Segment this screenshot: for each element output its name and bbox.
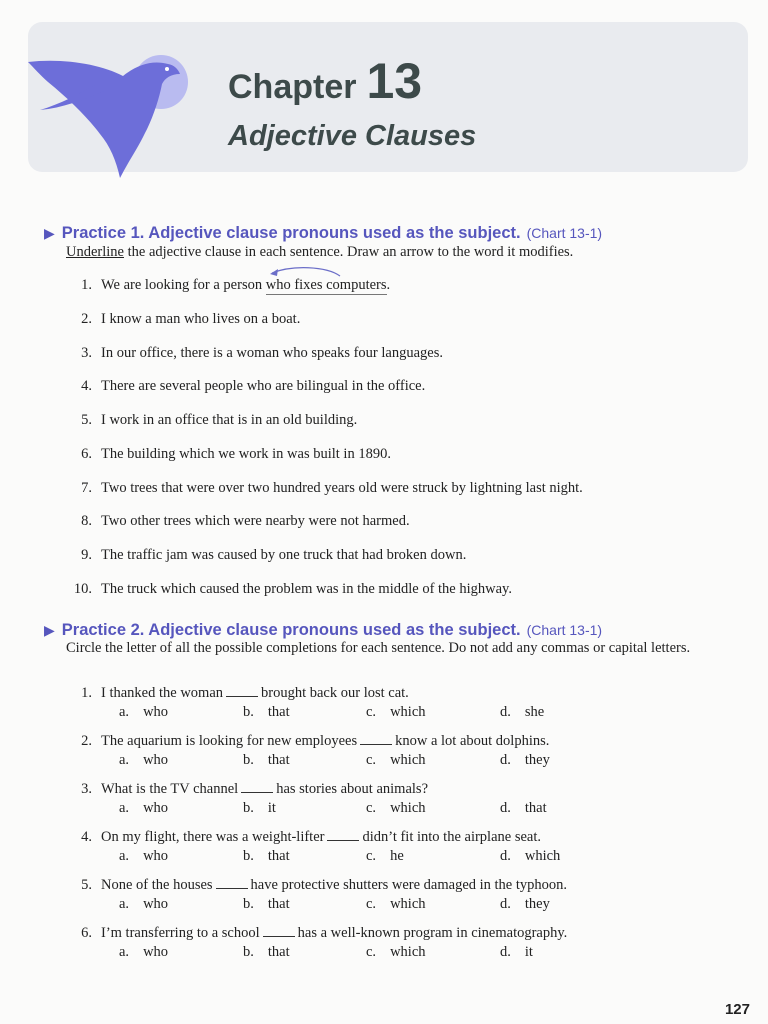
answer-blank[interactable] bbox=[241, 782, 273, 793]
page-number: 127 bbox=[724, 1001, 750, 1018]
answer-option[interactable]: d. it bbox=[500, 944, 533, 960]
answer-option[interactable]: a. who bbox=[119, 848, 169, 864]
chapter-title bbox=[228, 52, 422, 110]
chapter-number: 13 bbox=[366, 53, 423, 109]
practice1-item: 6. The building which we work in was built in 1890. bbox=[81, 445, 391, 462]
answer-option[interactable]: d. they bbox=[500, 752, 550, 768]
answer-option[interactable]: c. which bbox=[366, 896, 426, 912]
answer-option[interactable]: a. who bbox=[119, 752, 169, 768]
practice2-heading: ▶ Practice 2. Adjective clause pronouns used as the subject. (Chart 13-1) bbox=[44, 621, 603, 639]
answer-blank[interactable] bbox=[360, 734, 392, 745]
chapter-subtitle: Adjective Clauses bbox=[228, 120, 477, 152]
practice1-item: 3. In our office, there is a woman who speaks four languages. bbox=[81, 344, 443, 361]
answer-option[interactable]: c. which bbox=[366, 752, 426, 768]
triangle-bullet-icon: ▶ bbox=[44, 225, 55, 241]
practice1-item: 7. Two trees that were over two hundred years old were struck by lightning last night. bbox=[81, 479, 583, 496]
practice2-item: 4. On my flight, there was a weight-lifter didn’t fit into the airplane seat. a. who b. that c. he d. which bbox=[81, 829, 561, 864]
chapter-banner bbox=[28, 22, 748, 172]
answer-option[interactable]: b. it bbox=[243, 800, 276, 816]
practice1-item: 1. We are looking for a person who fixes computers. bbox=[81, 277, 391, 293]
practice1-item: 10. The truck which caused the problem was in the middle of the highway. bbox=[73, 580, 512, 597]
triangle-bullet-icon: ▶ bbox=[44, 622, 55, 638]
answer-blank[interactable] bbox=[226, 686, 258, 697]
answer-option[interactable]: b. that bbox=[243, 944, 290, 960]
practice1-heading: ▶ Practice 1. Adjective clause pronouns used as the subject. (Chart 13-1) bbox=[44, 224, 603, 242]
answer-option[interactable]: c. he bbox=[366, 848, 404, 864]
practice2-instructions: Circle the letter of all the possible completions for each sentence. Do not add any commas or capital letters. bbox=[66, 640, 691, 656]
answer-blank[interactable] bbox=[216, 878, 248, 889]
answer-option[interactable]: b. that bbox=[243, 848, 290, 864]
swallow-bird-icon bbox=[28, 50, 213, 180]
answer-option[interactable]: c. which bbox=[366, 704, 426, 720]
answer-option[interactable]: c. which bbox=[366, 800, 426, 816]
practice1-instructions: Underline the adjective clause in each sentence. Draw an arrow to the word it modifies. bbox=[66, 244, 574, 260]
answer-option[interactable]: b. that bbox=[243, 704, 290, 720]
answer-option[interactable]: d. they bbox=[500, 896, 550, 912]
practice1-item: 9. The traffic jam was caused by one truck that had broken down. bbox=[81, 546, 467, 563]
answer-option[interactable]: c. which bbox=[366, 944, 426, 960]
answer-option[interactable]: d. she bbox=[500, 704, 545, 720]
practice1-item: 5. I work in an office that is in an old building. bbox=[81, 412, 358, 429]
answer-option[interactable]: a. who bbox=[119, 896, 169, 912]
practice1-item: 4. There are several people who are bilingual in the office. bbox=[81, 378, 426, 395]
answer-option[interactable]: b. that bbox=[243, 752, 290, 768]
answer-option[interactable]: b. that bbox=[243, 896, 290, 912]
answer-blank[interactable] bbox=[327, 830, 359, 841]
answer-option[interactable]: a. who bbox=[119, 944, 169, 960]
practice2-item: 2. The aquarium is looking for new employees know a lot about dolphins. a. who b. that c. which d. they bbox=[81, 733, 550, 768]
practice1-item: 8. Two other trees which were nearby were not harmed. bbox=[81, 513, 410, 530]
practice2-item: 5. None of the houses have protective shutters were damaged in the typhoon. a. who b. that c. which d. they bbox=[81, 877, 568, 912]
practice2-item: 1. I thanked the woman brought back our lost cat. a. who b. that c. which d. she bbox=[81, 685, 545, 720]
answer-option[interactable]: d. that bbox=[500, 800, 547, 816]
chapter-word: Chapter bbox=[228, 68, 357, 106]
practice1-item: 2. I know a man who lives on a boat. bbox=[81, 311, 301, 327]
practice2-item: 6. I’m transferring to a school has a well-known program in cinematography. a. who b. that c. which d. it bbox=[81, 925, 568, 960]
answer-option[interactable]: a. who bbox=[119, 704, 169, 720]
answer-blank[interactable] bbox=[263, 926, 295, 937]
answer-option[interactable]: a. who bbox=[119, 800, 169, 816]
practice2-item: 3. What is the TV channel has stories about animals? a. who b. it c. which d. that bbox=[81, 781, 547, 816]
example-underline: who fixes computers bbox=[265, 277, 387, 293]
answer-option[interactable]: d. which bbox=[500, 848, 561, 864]
